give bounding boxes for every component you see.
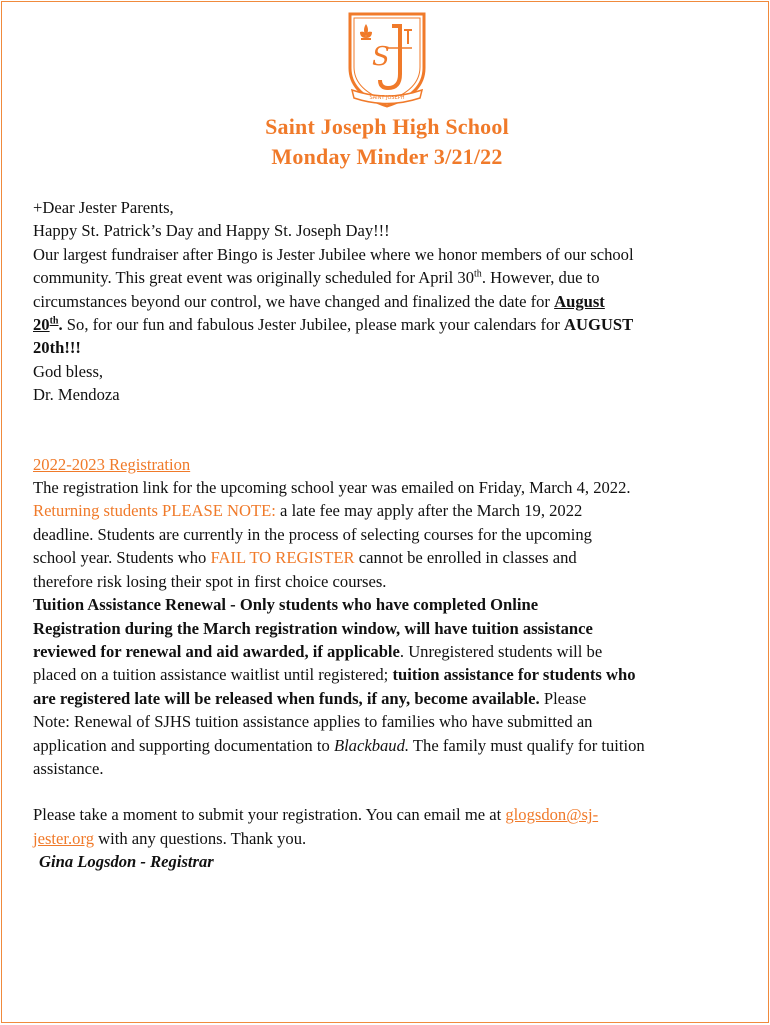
section-gap bbox=[33, 407, 748, 453]
letter-line: 20th. So, for our fun and fabulous Jester Jubilee, please mark your calendars for AUGUST bbox=[33, 315, 634, 335]
letter-line: circumstances beyond our control, we have changed and finalized the date for August bbox=[33, 291, 605, 311]
registration-line: Please take a moment to submit your registration. You can email me at glogsdon@sj- bbox=[33, 805, 599, 825]
registration-line: deadline. Students are currently in the process of selecting courses for the upcoming bbox=[33, 524, 592, 544]
newsletter-title: Monday Minder 3/21/22 bbox=[271, 144, 503, 169]
document-page bbox=[1, 1, 769, 1023]
school-name-heading: Saint Joseph High School bbox=[265, 114, 509, 139]
registration-line: Note: Renewal of SJHS tuition assistance applies to families who have submitted an bbox=[33, 712, 593, 732]
svg-text:S: S bbox=[372, 42, 390, 72]
letter-line: 20th!!! bbox=[33, 338, 81, 358]
registration-line: The registration link for the upcoming school year was emailed on Friday, March 4, 2022. bbox=[33, 478, 631, 498]
letter-line: community. This great event was originally scheduled for April 30th. However, due to bbox=[33, 268, 600, 288]
registration-line: school year. Students who FAIL TO REGISTER cannot be enrolled in classes and bbox=[33, 548, 577, 568]
registration-line: application and supporting documentation to Blackbaud. The family must qualify for tuition bbox=[33, 735, 645, 755]
registration-line: Tuition Assistance Renewal - Only students who have completed Online bbox=[33, 595, 539, 615]
registration-heading: 2022-2023 Registration bbox=[33, 454, 191, 474]
registration-line: therefore risk losing their spot in first choice courses. bbox=[33, 571, 387, 591]
closing: God bless, bbox=[33, 361, 104, 381]
event-date: August bbox=[554, 291, 605, 311]
letter-signature: Dr. Mendoza bbox=[33, 385, 120, 405]
registration-line: assistance. bbox=[33, 758, 104, 778]
svg-text:SAINT JOSEPH: SAINT JOSEPH bbox=[369, 95, 405, 101]
letter-line: Happy St. Patrick’s Day and Happy St. Joseph Day!!! bbox=[33, 221, 390, 241]
registrar-email-link[interactable]: glogsdon@sj- bbox=[505, 805, 599, 825]
registration-line: reviewed for renewal and aid awarded, if applicable. Unregistered students will be bbox=[33, 641, 603, 661]
registrar-email-link-cont[interactable]: jester.org bbox=[33, 828, 94, 848]
registration-line: jester.org with any questions. Thank you. bbox=[33, 828, 307, 848]
greeting: +Dear Jester Parents, bbox=[33, 198, 174, 217]
registration-line: Returning students PLEASE NOTE: a late fee may apply after the March 19, 2022 bbox=[33, 501, 583, 521]
registration-line: Registration during the March registration window, will have tuition assistance bbox=[33, 618, 593, 638]
returning-students-note: Returning students PLEASE NOTE: bbox=[33, 501, 276, 521]
letter-line: Our largest fundraiser after Bingo is Jester Jubilee where we honor members of our school bbox=[33, 244, 634, 264]
registrar-signature: Gina Logsdon - Registrar bbox=[39, 852, 214, 872]
fail-to-register-warning: FAIL TO REGISTER bbox=[210, 548, 355, 568]
school-crest-logo bbox=[342, 10, 432, 110]
letter-body bbox=[33, 196, 748, 874]
paragraph-gap bbox=[33, 780, 748, 803]
registration-line: placed on a tuition assistance waitlist until registered; tuition assistance for students who bbox=[33, 665, 636, 685]
registration-line: are registered late will be released when funds, if any, become available. Please bbox=[33, 688, 587, 708]
